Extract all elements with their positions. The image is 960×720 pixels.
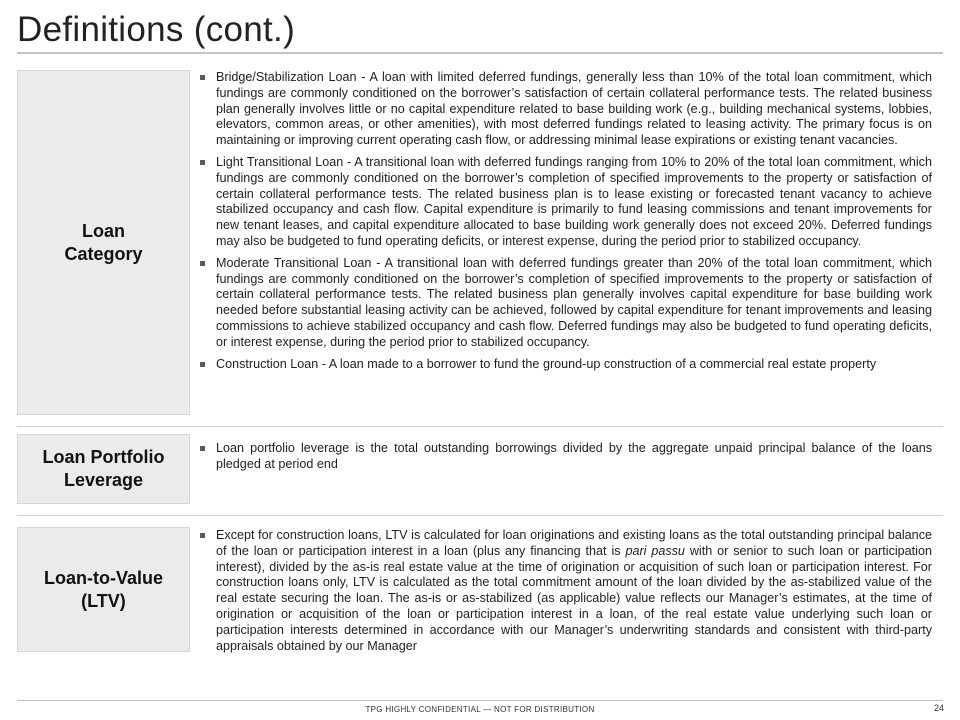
label-line: Loan — [82, 220, 125, 241]
square-bullet-icon — [200, 75, 205, 80]
page-title: Definitions (cont.) — [17, 10, 296, 49]
square-bullet-icon — [200, 261, 205, 266]
bullet-text-italic: pari passu — [625, 543, 685, 558]
label-line: (LTV) — [81, 590, 126, 611]
section-divider — [17, 515, 943, 516]
square-bullet-icon — [200, 160, 205, 165]
ltv-label — [17, 527, 190, 652]
loan-category-content — [199, 70, 932, 378]
loan-portfolio-leverage-label — [17, 434, 190, 504]
bullet-text: Moderate Transitional Loan - A transitional loan with deferred fundings greater than 20% of the total loan commitment, which fundings are commonly conditioned on the borrower’s completion of specified improvements to the property or satisfaction of certain collateral performance tests. The related business plan generally involves capital expenditure for base building work needed before substantial leasing activity can be achieved, followed by capital expenditure for tenant improvements and leasing commissions to achieve stabilized occupancy and cash flow. Deferred fundings may also be budgeted to fund operating deficits, or interest expense, during the period prior to stabilized occupancy. — [216, 255, 932, 349]
bullet-item — [199, 70, 932, 149]
bullet-text: Bridge/Stabilization Loan - A loan with limited deferred fundings, generally less than 10% of the total loan commitment, which fundings are commonly conditioned on the borrower’s satisfaction of certain collateral performance tests. The related business plan generally involves little or no capital expenditure related to base building work (e.g., building mechanical systems, lobbies, elevators, common areas, or other amenities), with most deferred fundings related to leasing activity. The primary focus is on maintaining or improving current operating cash flow, or addressing minimal lease expirations or existing tenant vacancies. — [216, 70, 932, 148]
bullet-item — [199, 357, 932, 373]
label-line: Loan-to-Value — [43, 567, 163, 588]
bullet-text-part1: Except for construction loans, LTV is calculated for loan originations and existing loans as the total outstanding principal balance of the loan or participation interest in a loan (plus any financing that is — [216, 528, 932, 558]
label-line: Loan Portfolio — [42, 447, 165, 467]
title-divider — [17, 52, 943, 54]
bullet-text-part2: with or senior to such loan or participation interest), divided by the as-is real estate value at the time of origination or acquisition of such loan or participation interest. For construction loans only, LTV is calculated as the total commitment amount of the loan divided by the as-stabilized value of the real estate securing the loan. The as-is or as-stabilized (as applicable) value reflects our Manager’s estimates, at the time of origination or acquisition of the loan or participation interest in a loan, of the real estate value underlying such loan or participation interests determined in accordance with our Manager’s underwriting standards and consistent with third-party appraisals obtained by our Manager — [216, 543, 932, 653]
footer-divider — [17, 700, 943, 701]
square-bullet-icon — [200, 446, 205, 451]
ltv-content — [199, 528, 932, 660]
loan-category-label — [17, 70, 190, 415]
square-bullet-icon — [200, 533, 205, 538]
section-divider — [17, 426, 943, 427]
label-line: Leverage — [63, 470, 144, 490]
square-bullet-icon — [200, 362, 205, 367]
bullet-item — [199, 528, 932, 654]
bullet-item — [199, 155, 932, 250]
footer-confidentiality: TPG HIGHLY CONFIDENTIAL — NOT FOR DISTRIBUTION — [365, 705, 595, 714]
label-line: Category — [64, 243, 143, 264]
bullet-text: Loan portfolio leverage is the total outstanding borrowings divided by the aggregate unpaid principal balance of the loans pledged at period end — [216, 441, 932, 471]
loan-portfolio-leverage-content — [199, 441, 932, 479]
bullet-item — [199, 256, 932, 351]
page-number: 24 — [933, 703, 944, 713]
bullet-text: Light Transitional Loan - A transitional loan with deferred fundings ranging from 10% to 20% of the total loan commitment, which fundings are commonly conditioned on the borrower’s completion of specified improvements to the property or satisfaction of certain collateral performance tests. The related business plan is to lease existing or forecasted tenant vacancy to achieve stabilized occupancy and cash flow. Capital expenditure is primarily to fund leasing commissions and tenant improvements for new tenant leases, and capital expenditure allocated to base building work generally does not exceed 20%. Deferred fundings may also be budgeted to fund operating deficits, or interest expense, during the period prior to stabilized occupancy. — [216, 154, 932, 248]
bullet-text: Construction Loan - A loan made to a borrower to fund the ground-up construction of a commercial real estate property — [216, 356, 877, 371]
bullet-item — [199, 441, 932, 473]
